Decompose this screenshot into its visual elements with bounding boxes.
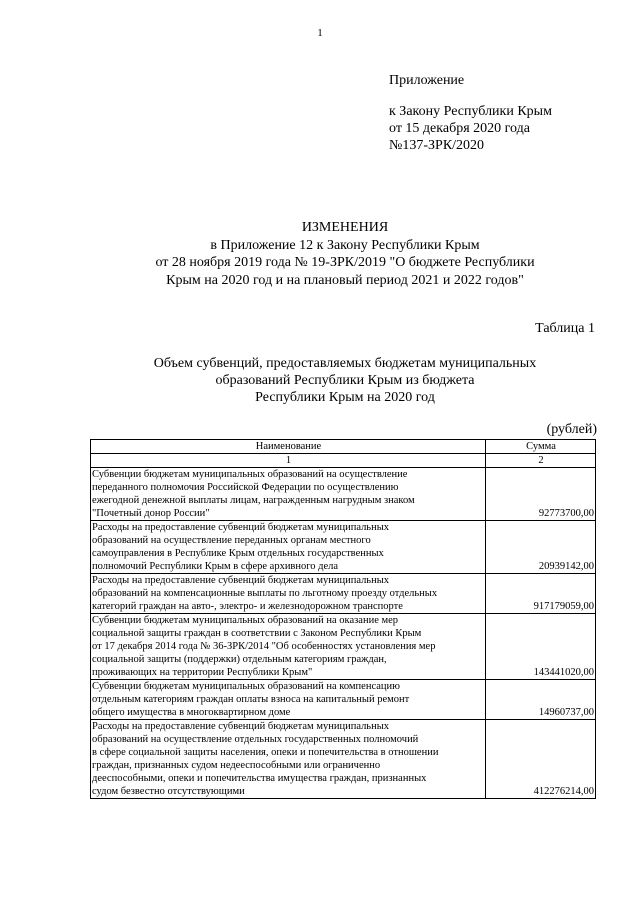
table-title-line: Объем субвенций, предоставляемых бюджетам муниципальных <box>153 356 537 371</box>
row-name-line: от 17 декабря 2014 года № 36-ЗРК/2014 "Об особенностях установления мер <box>92 641 436 652</box>
row-amount: 917179059,00 <box>486 574 596 614</box>
row-name-line: ежегодной денежной выплаты лицам, награжденным нагрудным знаком <box>92 495 415 506</box>
column-number-name: 1 <box>91 454 486 468</box>
changes-heading-line: Крым на 2020 год и на плановый период 2021 и 2022 годов" <box>166 272 524 288</box>
column-number-amount: 2 <box>486 454 596 468</box>
row-name-line: Расходы на предоставление субвенций бюджетам муниципальных <box>92 721 390 732</box>
row-amount: 143441020,00 <box>486 614 596 680</box>
table-row <box>91 680 596 720</box>
table-title <box>100 355 590 406</box>
row-amount: 92773700,00 <box>486 468 596 521</box>
row-name-line: Субвенции бюджетам муниципальных образований на оказание мер <box>92 615 399 626</box>
row-name-line: полномочий Республики Крым в сфере архивного дела <box>92 561 339 572</box>
appendix-line: №137-ЗРК/2020 <box>389 138 485 153</box>
row-name-line: Субвенции бюджетам муниципальных образований на компенсацию <box>92 681 400 692</box>
changes-heading <box>100 219 590 289</box>
table-row <box>91 614 596 680</box>
row-name-line: Субвенции бюджетам муниципальных образований на осуществление <box>92 469 408 480</box>
row-name-line: образований на осуществление переданных органам местного <box>92 535 371 546</box>
row-name-line: социальной защиты (поддержки) отдельным категориям граждан, <box>92 654 387 665</box>
page-number: 1 <box>317 27 323 39</box>
appendix-block <box>389 72 552 154</box>
row-name-line: проживающих на территории Республики Крым" <box>92 667 313 678</box>
table-title-line: образований Республики Крым из бюджета <box>215 373 475 388</box>
row-name-line: самоуправления в Республике Крым отдельных государственных <box>92 548 384 559</box>
table-row <box>91 521 596 574</box>
row-name-line: социальной защиты граждан в соответствии с Законом Республики Крым <box>92 628 422 639</box>
table-header-row <box>91 440 596 454</box>
row-name-line: образований на осуществление отдельных государственных полномочий <box>92 734 419 745</box>
table-label: Таблица 1 <box>535 321 595 336</box>
row-name <box>91 614 486 680</box>
appendix-line: к Закону Республики Крым <box>389 104 552 119</box>
row-name-line: граждан, признанных судом недееспособными или ограниченно <box>92 760 381 771</box>
currency-unit: (рублей) <box>546 422 597 437</box>
row-name-line: переданного полномочия Российской Федерации по осуществлению <box>92 482 399 493</box>
changes-heading-line: от 28 ноября 2019 года № 19-ЗРК/2019 "О бюджете Республики <box>155 255 535 270</box>
row-name-line: "Почетный донор России" <box>92 508 210 519</box>
row-name-line: общего имущества в многоквартирном доме <box>92 707 291 718</box>
row-name <box>91 521 486 574</box>
changes-heading-title: ИЗМЕНЕНИЯ <box>301 220 389 235</box>
row-name <box>91 468 486 521</box>
row-amount: 20939142,00 <box>486 521 596 574</box>
row-amount: 412276214,00 <box>486 720 596 799</box>
row-name-line: категорий граждан на авто-, электро- и железнодорожном транспорте <box>92 601 403 612</box>
row-name-line: Расходы на предоставление субвенций бюджетам муниципальных <box>92 575 390 586</box>
changes-heading-line: в Приложение 12 к Закону Республики Крым <box>210 237 480 253</box>
appendix-title: Приложение <box>389 73 465 88</box>
header-name: Наименование <box>91 440 486 454</box>
row-name-line: Расходы на предоставление субвенций бюджетам муниципальных <box>92 522 390 533</box>
table-row <box>91 468 596 521</box>
table-row <box>91 720 596 799</box>
header-amount: Сумма <box>486 440 596 454</box>
row-name <box>91 680 486 720</box>
table-title-line: Республики Крым на 2020 год <box>255 390 435 405</box>
row-name-line: в сфере социальной защиты населения, опеки и попечительства в отношении <box>92 747 439 758</box>
row-amount: 14960737,00 <box>486 680 596 720</box>
appendix-line: от 15 декабря 2020 года <box>389 121 530 136</box>
subsidies-table <box>90 439 596 799</box>
row-name-line: отдельным категориям граждан оплаты взноса на капитальный ремонт <box>92 694 410 705</box>
row-name-line: образований на компенсационные выплаты по льготному проезду отдельных <box>92 588 438 599</box>
row-name <box>91 720 486 799</box>
row-name <box>91 574 486 614</box>
column-number-row <box>91 454 596 468</box>
table-row <box>91 574 596 614</box>
row-name-line: судом безвестно отсутствующими <box>92 786 245 797</box>
row-name-line: дееспособными, опеки и попечительства имущества граждан, признанных <box>92 773 427 784</box>
